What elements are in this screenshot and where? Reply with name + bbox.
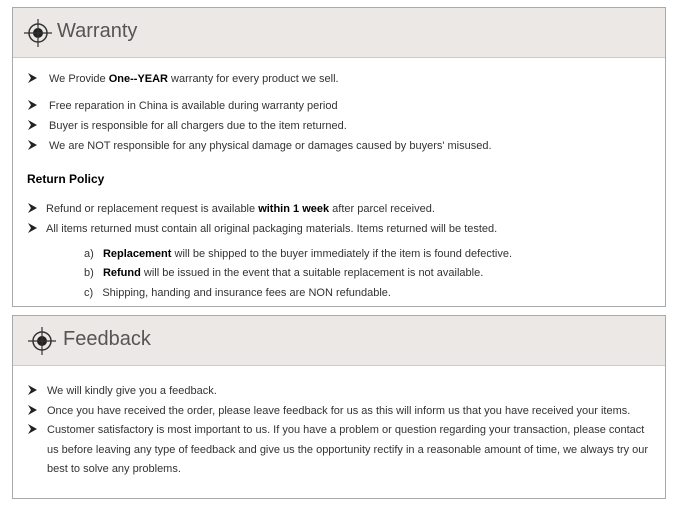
sub-list-item: b) Refund will be issued in the event that a suitable replacement is not available. bbox=[84, 267, 484, 279]
return-policy-title: Return Policy bbox=[27, 172, 105, 186]
feedback-header bbox=[13, 316, 665, 366]
chevron-right-icon bbox=[27, 72, 39, 84]
crosshair-icon bbox=[27, 326, 57, 356]
chevron-right-icon bbox=[27, 119, 39, 131]
chevron-right-icon bbox=[27, 384, 39, 396]
chevron-right-icon bbox=[27, 423, 39, 435]
chevron-right-icon bbox=[27, 139, 39, 151]
feedback-panel: Feedback We will kindly give you a feedback. Once you have received the order, please leave feedback for us as this will inform us that you have received your items. Customer satisfactory is most important to us. If you have a problem or question regarding your transaction, please contact us before leaving any type of feedback and give us the opportunity rectify in a reasonable amount of time, we always try our best to solve any problems. bbox=[12, 315, 666, 499]
chevron-right-icon bbox=[27, 99, 39, 111]
warranty-title: Warranty bbox=[57, 20, 138, 42]
warranty-panel: Warranty We Provide One--YEAR warranty for every product we sell. Free reparation in China is available during warranty period Buyer is responsible for all chargers due to the item returned. We are NOT responsible for any physical damage or damages caused by buyers' misused. Return Policy Refund or replacement request is available within 1 week after parcel received. All items returned must contain all original packaging materials. Items returned will be tested. a) Replacement will be shipped to the buyer immediately if the item is found defective. b) Refund will be issued in the event that a suitable replacement is not available. c) Shipping, handing and insurance fees are NON refundable. bbox=[12, 7, 666, 307]
chevron-right-icon bbox=[27, 202, 39, 214]
sub-list-item: a) Replacement will be shipped to the buyer immediately if the item is found defective. bbox=[84, 248, 513, 260]
chevron-right-icon bbox=[27, 404, 39, 416]
warranty-header bbox=[13, 8, 665, 58]
sub-list-item: c) Shipping, handing and insurance fees are NON refundable. bbox=[84, 287, 391, 299]
feedback-title: Feedback bbox=[63, 328, 151, 350]
crosshair-icon bbox=[23, 18, 53, 48]
chevron-right-icon bbox=[27, 222, 39, 234]
